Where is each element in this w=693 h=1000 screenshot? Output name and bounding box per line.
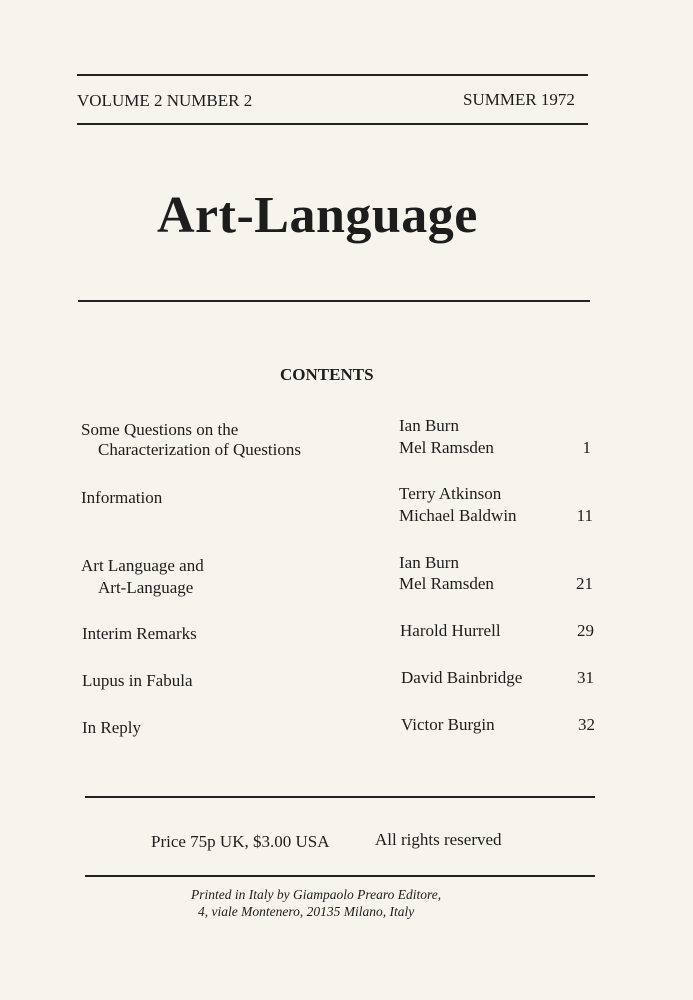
price-top-rule (85, 796, 595, 798)
entry-author: Ian Burn (399, 416, 459, 435)
issue-season: SUMMER 1972 (463, 90, 575, 109)
title-rule (78, 300, 590, 302)
entry-title: In Reply (82, 718, 142, 737)
entry-author: Michael Baldwin (399, 506, 517, 525)
top-rule (77, 74, 588, 76)
entry-author: Harold Hurrell (400, 621, 501, 640)
entry-author: Ian Burn (399, 553, 459, 572)
price-text: Price 75p UK, $3.00 USA (151, 832, 330, 851)
entry-author: David Bainbridge (401, 668, 523, 687)
entry-page: 11 (576, 506, 593, 525)
entry-title: Some Questions on the (81, 420, 239, 439)
price-bottom-rule (85, 875, 595, 877)
entry-author: Mel Ramsden (399, 438, 494, 457)
entry-author: Victor Burgin (401, 715, 495, 734)
header-rule (77, 123, 588, 125)
entry-page: 21 (576, 574, 593, 593)
entry-title: Interim Remarks (82, 624, 197, 643)
rights-text: All rights reserved (375, 830, 502, 849)
contents-heading: CONTENTS (280, 365, 374, 384)
entry-title: Characterization of Questions (98, 440, 301, 459)
printer-line: 4, viale Montenero, 20135 Milano, Italy (198, 904, 415, 919)
entry-page: 32 (578, 715, 595, 734)
printer-line: Printed in Italy by Giampaolo Prearo Editore, (191, 887, 442, 902)
entry-author: Mel Ramsden (399, 574, 494, 593)
entry-title: Information (81, 488, 163, 507)
entry-title: Art-Language (98, 578, 194, 597)
journal-title: Art-Language (157, 187, 478, 244)
volume-number: VOLUME 2 NUMBER 2 (77, 91, 253, 110)
entry-page: 1 (582, 438, 591, 457)
entry-author: Terry Atkinson (399, 484, 502, 503)
entry-page: 29 (577, 621, 594, 640)
entry-title: Lupus in Fabula (82, 671, 193, 690)
entry-title: Art Language and (81, 556, 204, 575)
entry-page: 31 (577, 668, 594, 687)
